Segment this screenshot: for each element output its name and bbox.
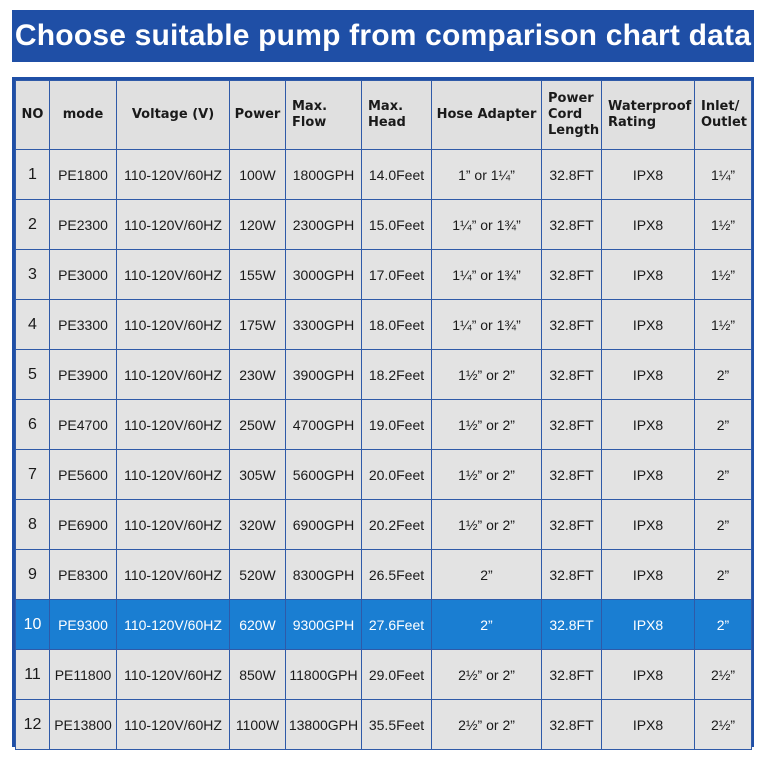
cell-inlet-outlet: 2½” (695, 650, 752, 700)
cell-inlet-outlet: 1½” (695, 200, 752, 250)
table-row (16, 200, 752, 250)
cell-cord-length: 32.8FT (542, 400, 602, 450)
cell-waterproof-rating: IPX8 (602, 400, 695, 450)
cell-max-flow: 6900GPH (286, 500, 362, 550)
cell-inlet-outlet: 2” (695, 450, 752, 500)
cell-hose-adapter: 1” or 1¼” (432, 150, 542, 200)
cell-inlet-outlet: 2½” (695, 700, 752, 750)
cell-cord-length: 32.8FT (542, 250, 602, 300)
header-max-flow: Max. Flow (286, 81, 362, 150)
table-row (16, 450, 752, 500)
cell-max-flow: 5600GPH (286, 450, 362, 500)
header-no: NO (16, 81, 50, 150)
cell-inlet-outlet: 2” (695, 600, 752, 650)
cell-mode: PE9300 (50, 600, 117, 650)
cell-max-head: 20.0Feet (362, 450, 432, 500)
pump-comparison-table (15, 80, 752, 750)
cell-power: 1100W (230, 700, 286, 750)
table-row (16, 650, 752, 700)
cell-hose-adapter: 2” (432, 600, 542, 650)
page-title: Choose suitable pump from comparison chart data (14, 19, 752, 52)
cell-waterproof-rating: IPX8 (602, 250, 695, 300)
table-row (16, 300, 752, 350)
cell-voltage: 110-120V/60HZ (117, 300, 230, 350)
cell-waterproof-rating: IPX8 (602, 150, 695, 200)
cell-no: 2 (16, 200, 50, 250)
cell-voltage: 110-120V/60HZ (117, 250, 230, 300)
cell-no: 1 (16, 150, 50, 200)
cell-power: 230W (230, 350, 286, 400)
cell-mode: PE3000 (50, 250, 117, 300)
header-max-head: Max. Head (362, 81, 432, 150)
header-mode: mode (50, 81, 117, 150)
cell-inlet-outlet: 1¼” (695, 150, 752, 200)
table-row (16, 350, 752, 400)
table-row (16, 400, 752, 450)
cell-inlet-outlet: 1½” (695, 250, 752, 300)
cell-power: 305W (230, 450, 286, 500)
cell-max-head: 29.0Feet (362, 650, 432, 700)
cell-mode: PE4700 (50, 400, 117, 450)
cell-cord-length: 32.8FT (542, 300, 602, 350)
cell-inlet-outlet: 2” (695, 400, 752, 450)
table-row (16, 550, 752, 600)
cell-no: 6 (16, 400, 50, 450)
cell-mode: PE3900 (50, 350, 117, 400)
cell-max-head: 18.2Feet (362, 350, 432, 400)
table-body (16, 150, 752, 750)
cell-hose-adapter: 2” (432, 550, 542, 600)
cell-hose-adapter: 1½” or 2” (432, 500, 542, 550)
cell-hose-adapter: 2½” or 2” (432, 650, 542, 700)
cell-no: 11 (16, 650, 50, 700)
cell-max-flow: 13800GPH (286, 700, 362, 750)
cell-max-flow: 3900GPH (286, 350, 362, 400)
cell-cord-length: 32.8FT (542, 450, 602, 500)
table-row (16, 150, 752, 200)
cell-power: 120W (230, 200, 286, 250)
cell-hose-adapter: 1½” or 2” (432, 400, 542, 450)
cell-waterproof-rating: IPX8 (602, 700, 695, 750)
cell-hose-adapter: 1¼” or 1¾” (432, 200, 542, 250)
header-inlet-outlet: Inlet/ Outlet (695, 81, 752, 150)
cell-max-head: 19.0Feet (362, 400, 432, 450)
cell-inlet-outlet: 2” (695, 550, 752, 600)
cell-max-head: 27.6Feet (362, 600, 432, 650)
cell-mode: PE13800 (50, 700, 117, 750)
cell-cord-length: 32.8FT (542, 700, 602, 750)
cell-power: 320W (230, 500, 286, 550)
table-row (16, 700, 752, 750)
cell-max-flow: 1800GPH (286, 150, 362, 200)
cell-power: 175W (230, 300, 286, 350)
cell-inlet-outlet: 2” (695, 350, 752, 400)
comparison-table-container (12, 77, 754, 747)
cell-no: 9 (16, 550, 50, 600)
cell-waterproof-rating: IPX8 (602, 500, 695, 550)
cell-voltage: 110-120V/60HZ (117, 600, 230, 650)
table-header-row (16, 81, 752, 150)
cell-voltage: 110-120V/60HZ (117, 200, 230, 250)
table-row (16, 250, 752, 300)
cell-waterproof-rating: IPX8 (602, 200, 695, 250)
cell-max-flow: 3300GPH (286, 300, 362, 350)
cell-max-flow: 8300GPH (286, 550, 362, 600)
cell-waterproof-rating: IPX8 (602, 550, 695, 600)
cell-power: 620W (230, 600, 286, 650)
cell-no: 8 (16, 500, 50, 550)
cell-mode: PE6900 (50, 500, 117, 550)
cell-power: 250W (230, 400, 286, 450)
cell-voltage: 110-120V/60HZ (117, 500, 230, 550)
cell-waterproof-rating: IPX8 (602, 350, 695, 400)
cell-mode: PE5600 (50, 450, 117, 500)
cell-max-flow: 4700GPH (286, 400, 362, 450)
cell-max-head: 14.0Feet (362, 150, 432, 200)
cell-hose-adapter: 1½” or 2” (432, 350, 542, 400)
cell-waterproof-rating: IPX8 (602, 450, 695, 500)
cell-voltage: 110-120V/60HZ (117, 400, 230, 450)
cell-max-head: 18.0Feet (362, 300, 432, 350)
cell-cord-length: 32.8FT (542, 500, 602, 550)
cell-hose-adapter: 1¼” or 1¾” (432, 250, 542, 300)
header-waterproof-rating: Waterproof Rating (602, 81, 695, 150)
cell-hose-adapter: 1½” or 2” (432, 450, 542, 500)
table-row-highlighted (16, 600, 752, 650)
cell-max-head: 15.0Feet (362, 200, 432, 250)
cell-max-head: 20.2Feet (362, 500, 432, 550)
header-power-cord-length: Power Cord Length (542, 81, 602, 150)
cell-voltage: 110-120V/60HZ (117, 650, 230, 700)
table-row (16, 500, 752, 550)
cell-voltage: 110-120V/60HZ (117, 550, 230, 600)
header-voltage: Voltage (V) (117, 81, 230, 150)
cell-power: 520W (230, 550, 286, 600)
cell-power: 100W (230, 150, 286, 200)
cell-max-head: 35.5Feet (362, 700, 432, 750)
cell-power: 155W (230, 250, 286, 300)
cell-cord-length: 32.8FT (542, 650, 602, 700)
cell-cord-length: 32.8FT (542, 600, 602, 650)
cell-voltage: 110-120V/60HZ (117, 350, 230, 400)
cell-hose-adapter: 2½” or 2” (432, 700, 542, 750)
cell-max-head: 17.0Feet (362, 250, 432, 300)
cell-no: 4 (16, 300, 50, 350)
cell-mode: PE1800 (50, 150, 117, 200)
cell-waterproof-rating: IPX8 (602, 300, 695, 350)
header-hose-adapter: Hose Adapter (432, 81, 542, 150)
cell-no: 7 (16, 450, 50, 500)
cell-cord-length: 32.8FT (542, 350, 602, 400)
cell-mode: PE2300 (50, 200, 117, 250)
cell-no: 3 (16, 250, 50, 300)
cell-power: 850W (230, 650, 286, 700)
cell-max-flow: 11800GPH (286, 650, 362, 700)
cell-hose-adapter: 1¼” or 1¾” (432, 300, 542, 350)
cell-inlet-outlet: 2” (695, 500, 752, 550)
cell-inlet-outlet: 1½” (695, 300, 752, 350)
cell-max-flow: 3000GPH (286, 250, 362, 300)
cell-max-flow: 2300GPH (286, 200, 362, 250)
cell-no: 12 (16, 700, 50, 750)
cell-waterproof-rating: IPX8 (602, 650, 695, 700)
cell-cord-length: 32.8FT (542, 200, 602, 250)
cell-cord-length: 32.8FT (542, 150, 602, 200)
cell-waterproof-rating: IPX8 (602, 600, 695, 650)
page-title-banner (12, 10, 754, 62)
cell-mode: PE11800 (50, 650, 117, 700)
cell-cord-length: 32.8FT (542, 550, 602, 600)
cell-voltage: 110-120V/60HZ (117, 450, 230, 500)
header-power: Power (230, 81, 286, 150)
cell-mode: PE8300 (50, 550, 117, 600)
cell-voltage: 110-120V/60HZ (117, 700, 230, 750)
cell-no: 10 (16, 600, 50, 650)
cell-max-head: 26.5Feet (362, 550, 432, 600)
cell-voltage: 110-120V/60HZ (117, 150, 230, 200)
cell-no: 5 (16, 350, 50, 400)
cell-max-flow: 9300GPH (286, 600, 362, 650)
cell-mode: PE3300 (50, 300, 117, 350)
